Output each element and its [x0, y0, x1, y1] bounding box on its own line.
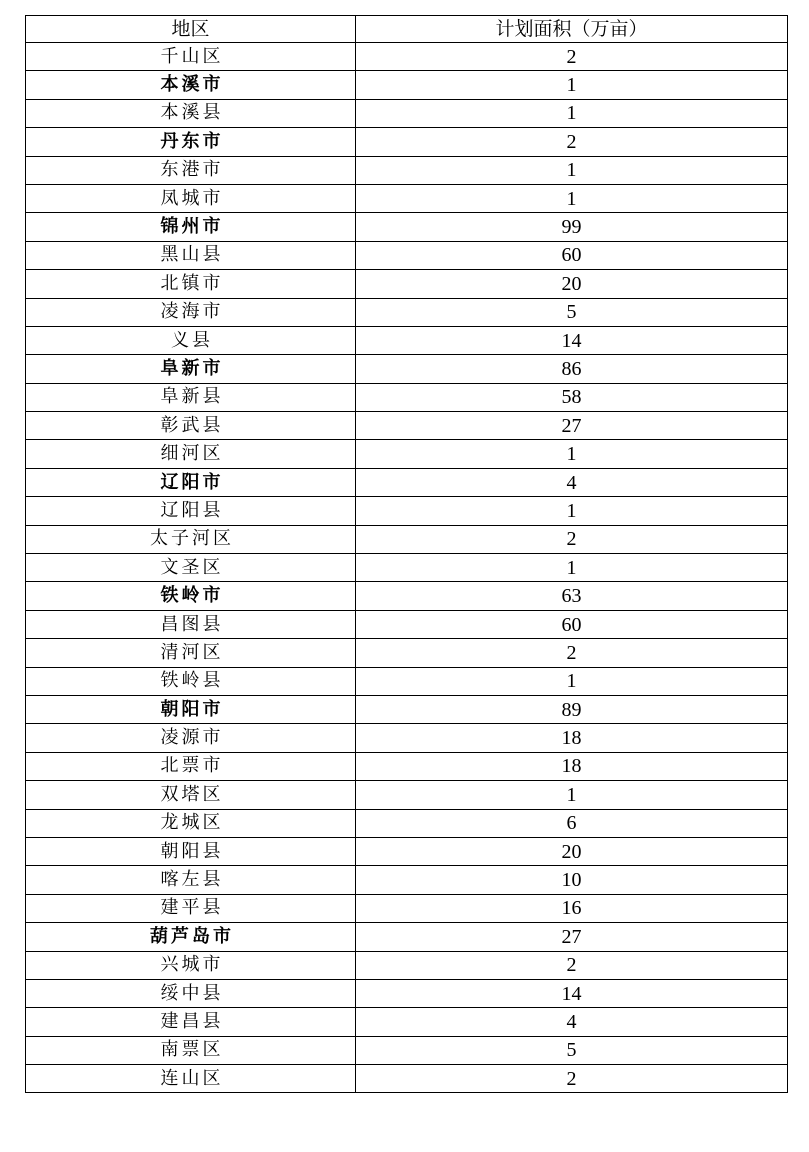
region-cell: 千山区	[26, 43, 356, 71]
region-cell: 锦州市	[26, 213, 356, 241]
table-row	[26, 837, 788, 865]
area-cell: 2	[356, 639, 788, 667]
table-body	[26, 43, 788, 1093]
area-cell: 1	[356, 781, 788, 809]
region-cell: 义县	[26, 326, 356, 354]
table-row	[26, 894, 788, 922]
area-cell: 27	[356, 412, 788, 440]
area-cell: 1	[356, 667, 788, 695]
area-cell: 60	[356, 241, 788, 269]
region-cell: 凌海市	[26, 298, 356, 326]
table-row	[26, 1065, 788, 1093]
table-row	[26, 99, 788, 127]
table-row	[26, 724, 788, 752]
region-cell: 朝阳市	[26, 695, 356, 723]
planned-area-table	[25, 15, 788, 1093]
area-cell: 1	[356, 554, 788, 582]
table-row	[26, 610, 788, 638]
area-cell: 6	[356, 809, 788, 837]
region-cell: 阜新县	[26, 383, 356, 411]
table-row	[26, 71, 788, 99]
area-cell: 60	[356, 610, 788, 638]
area-cell: 2	[356, 525, 788, 553]
table-row	[26, 184, 788, 212]
table-row	[26, 866, 788, 894]
table-row	[26, 383, 788, 411]
table-row	[26, 497, 788, 525]
table-row	[26, 923, 788, 951]
area-cell: 89	[356, 695, 788, 723]
table-row	[26, 298, 788, 326]
table-row	[26, 270, 788, 298]
area-cell: 1	[356, 99, 788, 127]
table-row	[26, 979, 788, 1007]
table-row	[26, 1036, 788, 1064]
area-cell: 18	[356, 752, 788, 780]
region-cell: 双塔区	[26, 781, 356, 809]
region-cell: 铁岭县	[26, 667, 356, 695]
area-cell: 4	[356, 1008, 788, 1036]
region-cell: 黑山县	[26, 241, 356, 269]
area-cell: 1	[356, 497, 788, 525]
table-row	[26, 525, 788, 553]
area-cell: 18	[356, 724, 788, 752]
region-cell: 细河区	[26, 440, 356, 468]
region-cell: 兴城市	[26, 951, 356, 979]
area-cell: 99	[356, 213, 788, 241]
table-row	[26, 667, 788, 695]
region-cell: 昌图县	[26, 610, 356, 638]
area-cell: 5	[356, 1036, 788, 1064]
area-cell: 2	[356, 128, 788, 156]
region-cell: 本溪市	[26, 71, 356, 99]
table-row	[26, 440, 788, 468]
region-cell: 铁岭市	[26, 582, 356, 610]
area-cell: 4	[356, 468, 788, 496]
table-row	[26, 639, 788, 667]
area-cell: 2	[356, 951, 788, 979]
table-row	[26, 128, 788, 156]
region-cell: 建昌县	[26, 1008, 356, 1036]
area-cell: 16	[356, 894, 788, 922]
area-cell: 14	[356, 326, 788, 354]
region-cell: 喀左县	[26, 866, 356, 894]
region-column-header: 地区	[26, 16, 356, 43]
region-cell: 北票市	[26, 752, 356, 780]
region-cell: 凤城市	[26, 184, 356, 212]
area-cell: 1	[356, 440, 788, 468]
table-row	[26, 781, 788, 809]
region-cell: 丹东市	[26, 128, 356, 156]
region-cell: 彰武县	[26, 412, 356, 440]
region-cell: 太子河区	[26, 525, 356, 553]
area-cell: 1	[356, 184, 788, 212]
header-row	[26, 16, 788, 43]
region-cell: 阜新市	[26, 355, 356, 383]
table-row	[26, 809, 788, 837]
region-cell: 辽阳县	[26, 497, 356, 525]
table-row	[26, 951, 788, 979]
area-cell: 1	[356, 71, 788, 99]
area-cell: 63	[356, 582, 788, 610]
area-cell: 20	[356, 270, 788, 298]
table-row	[26, 582, 788, 610]
region-cell: 朝阳县	[26, 837, 356, 865]
table-row	[26, 468, 788, 496]
region-cell: 本溪县	[26, 99, 356, 127]
region-cell: 龙城区	[26, 809, 356, 837]
region-cell: 文圣区	[26, 554, 356, 582]
area-cell: 2	[356, 1065, 788, 1093]
table-row	[26, 695, 788, 723]
table-row	[26, 752, 788, 780]
table-row	[26, 43, 788, 71]
region-cell: 东港市	[26, 156, 356, 184]
area-column-header: 计划面积（万亩）	[356, 16, 788, 43]
region-cell: 辽阳市	[26, 468, 356, 496]
area-cell: 86	[356, 355, 788, 383]
area-cell: 14	[356, 979, 788, 1007]
table-row	[26, 326, 788, 354]
region-cell: 葫芦岛市	[26, 923, 356, 951]
region-cell: 凌源市	[26, 724, 356, 752]
table-row	[26, 355, 788, 383]
table-row	[26, 1008, 788, 1036]
table-header	[26, 16, 788, 43]
region-cell: 南票区	[26, 1036, 356, 1064]
area-cell: 58	[356, 383, 788, 411]
area-cell: 20	[356, 837, 788, 865]
area-cell: 5	[356, 298, 788, 326]
area-cell: 1	[356, 156, 788, 184]
area-cell: 2	[356, 43, 788, 71]
table-row	[26, 554, 788, 582]
region-cell: 建平县	[26, 894, 356, 922]
table-row	[26, 412, 788, 440]
area-cell: 27	[356, 923, 788, 951]
area-cell: 10	[356, 866, 788, 894]
table-row	[26, 241, 788, 269]
table-row	[26, 213, 788, 241]
region-cell: 清河区	[26, 639, 356, 667]
region-cell: 绥中县	[26, 979, 356, 1007]
planned-area-table-container	[25, 15, 787, 1093]
region-cell: 连山区	[26, 1065, 356, 1093]
region-cell: 北镇市	[26, 270, 356, 298]
table-row	[26, 156, 788, 184]
